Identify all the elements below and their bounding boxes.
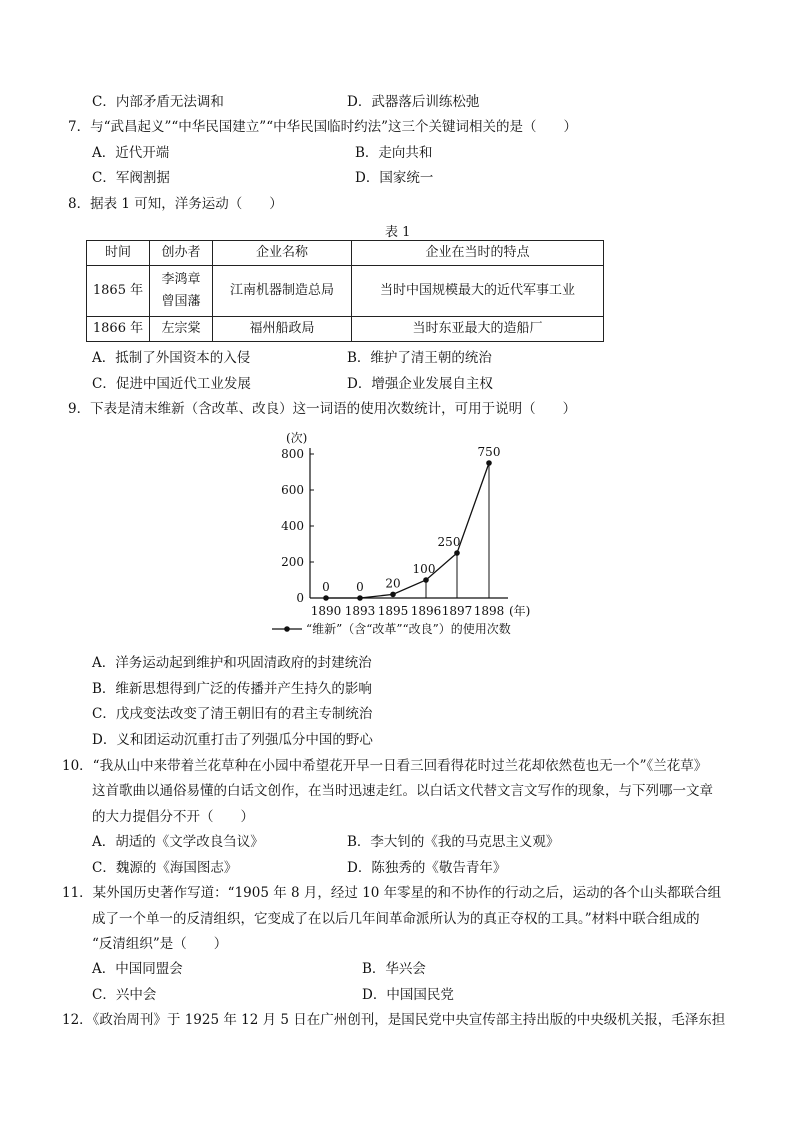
table-cell: 1865 年 xyxy=(87,266,150,317)
x-tick-label: 1898 xyxy=(473,604,505,618)
q6-option-c: C．内部矛盾无法调和 xyxy=(92,94,224,110)
x-tick-label: 1895 xyxy=(377,604,409,618)
q8-option-a: A．抵制了外国资本的入侵 xyxy=(92,350,251,366)
table-header: 企业在当时的特点 xyxy=(352,241,604,266)
usage-line-chart xyxy=(250,428,560,643)
table-cell: 当时中国规模最大的近代军事工业 xyxy=(352,266,604,317)
x-tick-label: 1893 xyxy=(344,604,376,618)
q8-option-c: C．促进中国近代工业发展 xyxy=(92,376,251,392)
q9-option-a: A．洋务运动起到维护和巩固清政府的封建统治 xyxy=(92,655,372,671)
q6-option-d: D．武器落后训练松弛 xyxy=(347,94,480,110)
table-cell: 江南机器制造总局 xyxy=(213,266,352,317)
table-title: 表 1 xyxy=(385,225,411,240)
table-cell: 李鸿章 曾国藩 xyxy=(150,266,213,317)
q11-option-d: D．中国国民党 xyxy=(362,987,454,1003)
y-tick-label: 400 xyxy=(281,519,304,533)
q7-option-d: D．国家统一 xyxy=(355,170,434,186)
q10-option-a: A．胡适的《文学改良刍议》 xyxy=(92,834,264,850)
y-tick-label: 200 xyxy=(281,555,304,569)
x-tick-label: 1896 xyxy=(410,604,442,618)
q11-stem-line-1: 11．某外国历史著作写道：“1905 年 8 月，经过 10 年零星的和不协作的行动之后，运动的各个山头都联合组 xyxy=(62,885,722,901)
y-tick-label: 800 xyxy=(281,447,304,461)
q7-option-b: B．走向共和 xyxy=(355,145,433,161)
y-tick-label: 0 xyxy=(296,591,304,605)
table-row xyxy=(87,317,604,342)
table-header-row xyxy=(87,241,604,266)
data-point xyxy=(390,592,396,598)
data-label: 250 xyxy=(437,535,461,549)
q11-stem-line-2: 成了一个单一的反清组织，它变成了在以后几年间革命派所认为的真正夺权的工具。”材料中联合组成的 xyxy=(92,911,700,927)
q10-option-b: B．李大钊的《我的马克思主义观》 xyxy=(347,834,560,850)
data-point xyxy=(323,595,329,601)
q8-stem: 8．据表 1 可知，洋务运动（ ） xyxy=(68,196,283,212)
q9-stem: 9．下表是清末维新（含改革、改良）这一词语的使用次数统计，可用于说明（ ） xyxy=(68,401,577,417)
q11-option-a: A．中国同盟会 xyxy=(92,961,183,977)
x-axis-unit: (年) xyxy=(509,604,531,618)
data-point xyxy=(486,460,492,466)
legend-marker xyxy=(284,626,290,632)
q7-stem: 7．与“武昌起义”“中华民国建立”“中华民国临时约法”这三个关键词相关的是（ ） xyxy=(68,119,577,135)
data-label: 0 xyxy=(356,580,364,594)
q8-option-d: D．增强企业发展自主权 xyxy=(347,376,493,392)
enterprise-table xyxy=(86,240,604,342)
q10-stem-line-2: 这首歌曲以通俗易懂的白话文创作，在当时迅速走红。以白话文代替文言文写作的现象，与下列哪一文章 xyxy=(92,783,713,799)
table-header: 企业名称 xyxy=(213,241,352,266)
data-label: 0 xyxy=(322,580,330,594)
q10-stem-line-3: 的大力提倡分不开（ ） xyxy=(92,809,254,825)
table-cell: 福州船政局 xyxy=(213,317,352,342)
table-cell: 1866 年 xyxy=(87,317,150,342)
table-header: 时间 xyxy=(87,241,150,266)
q9-option-c: C．戊戌变法改变了清王朝旧有的君主专制统治 xyxy=(92,706,373,722)
data-point xyxy=(454,550,460,556)
data-label: 750 xyxy=(477,445,501,459)
q9-option-b: B．维新思想得到广泛的传播并产生持久的影响 xyxy=(92,681,372,697)
q11-option-b: B．华兴会 xyxy=(362,961,426,977)
table-row xyxy=(87,266,604,317)
q11-stem-line-3: “反清组织”是（ ） xyxy=(92,936,228,952)
y-axis-unit: (次) xyxy=(286,431,308,445)
table-header: 创办者 xyxy=(150,241,213,266)
data-label: 100 xyxy=(412,562,436,576)
legend-label: “维新”（含“改革”“改良”）的使用次数 xyxy=(306,622,511,636)
data-point xyxy=(423,577,429,583)
series-line xyxy=(326,463,489,598)
x-tick-label: 1897 xyxy=(441,604,473,618)
q10-option-d: D．陈独秀的《敬告青年》 xyxy=(347,860,507,876)
q10-option-c: C．魏源的《海国图志》 xyxy=(92,860,238,876)
table-cell: 当时东亚最大的造船厂 xyxy=(352,317,604,342)
y-tick-label: 600 xyxy=(281,483,304,497)
q8-option-b: B．维护了清王朝的统治 xyxy=(347,350,492,366)
q10-stem-line-1: 10．“我从山中来带着兰花草种在小园中希望花开早一日看三回看得花时过兰花却依然苞也无一个”《兰花草》 xyxy=(62,758,708,774)
x-tick-label: 1890 xyxy=(310,604,342,618)
data-point xyxy=(357,595,363,601)
q7-option-c: C．军阀割据 xyxy=(92,170,170,186)
table-cell: 左宗棠 xyxy=(150,317,213,342)
q11-option-c: C．兴中会 xyxy=(92,987,157,1003)
q7-option-a: A．近代开端 xyxy=(92,145,170,161)
data-label: 20 xyxy=(385,576,401,591)
q12-stem-line-1: 12．《政治周刊》于 1925 年 12 月 5 日在广州创刊，是国民党中央宣传部主持出版的中央级机关报，毛泽东担 xyxy=(62,1012,726,1028)
q9-option-d: D．义和团运动沉重打击了列强瓜分中国的野心 xyxy=(92,732,373,748)
